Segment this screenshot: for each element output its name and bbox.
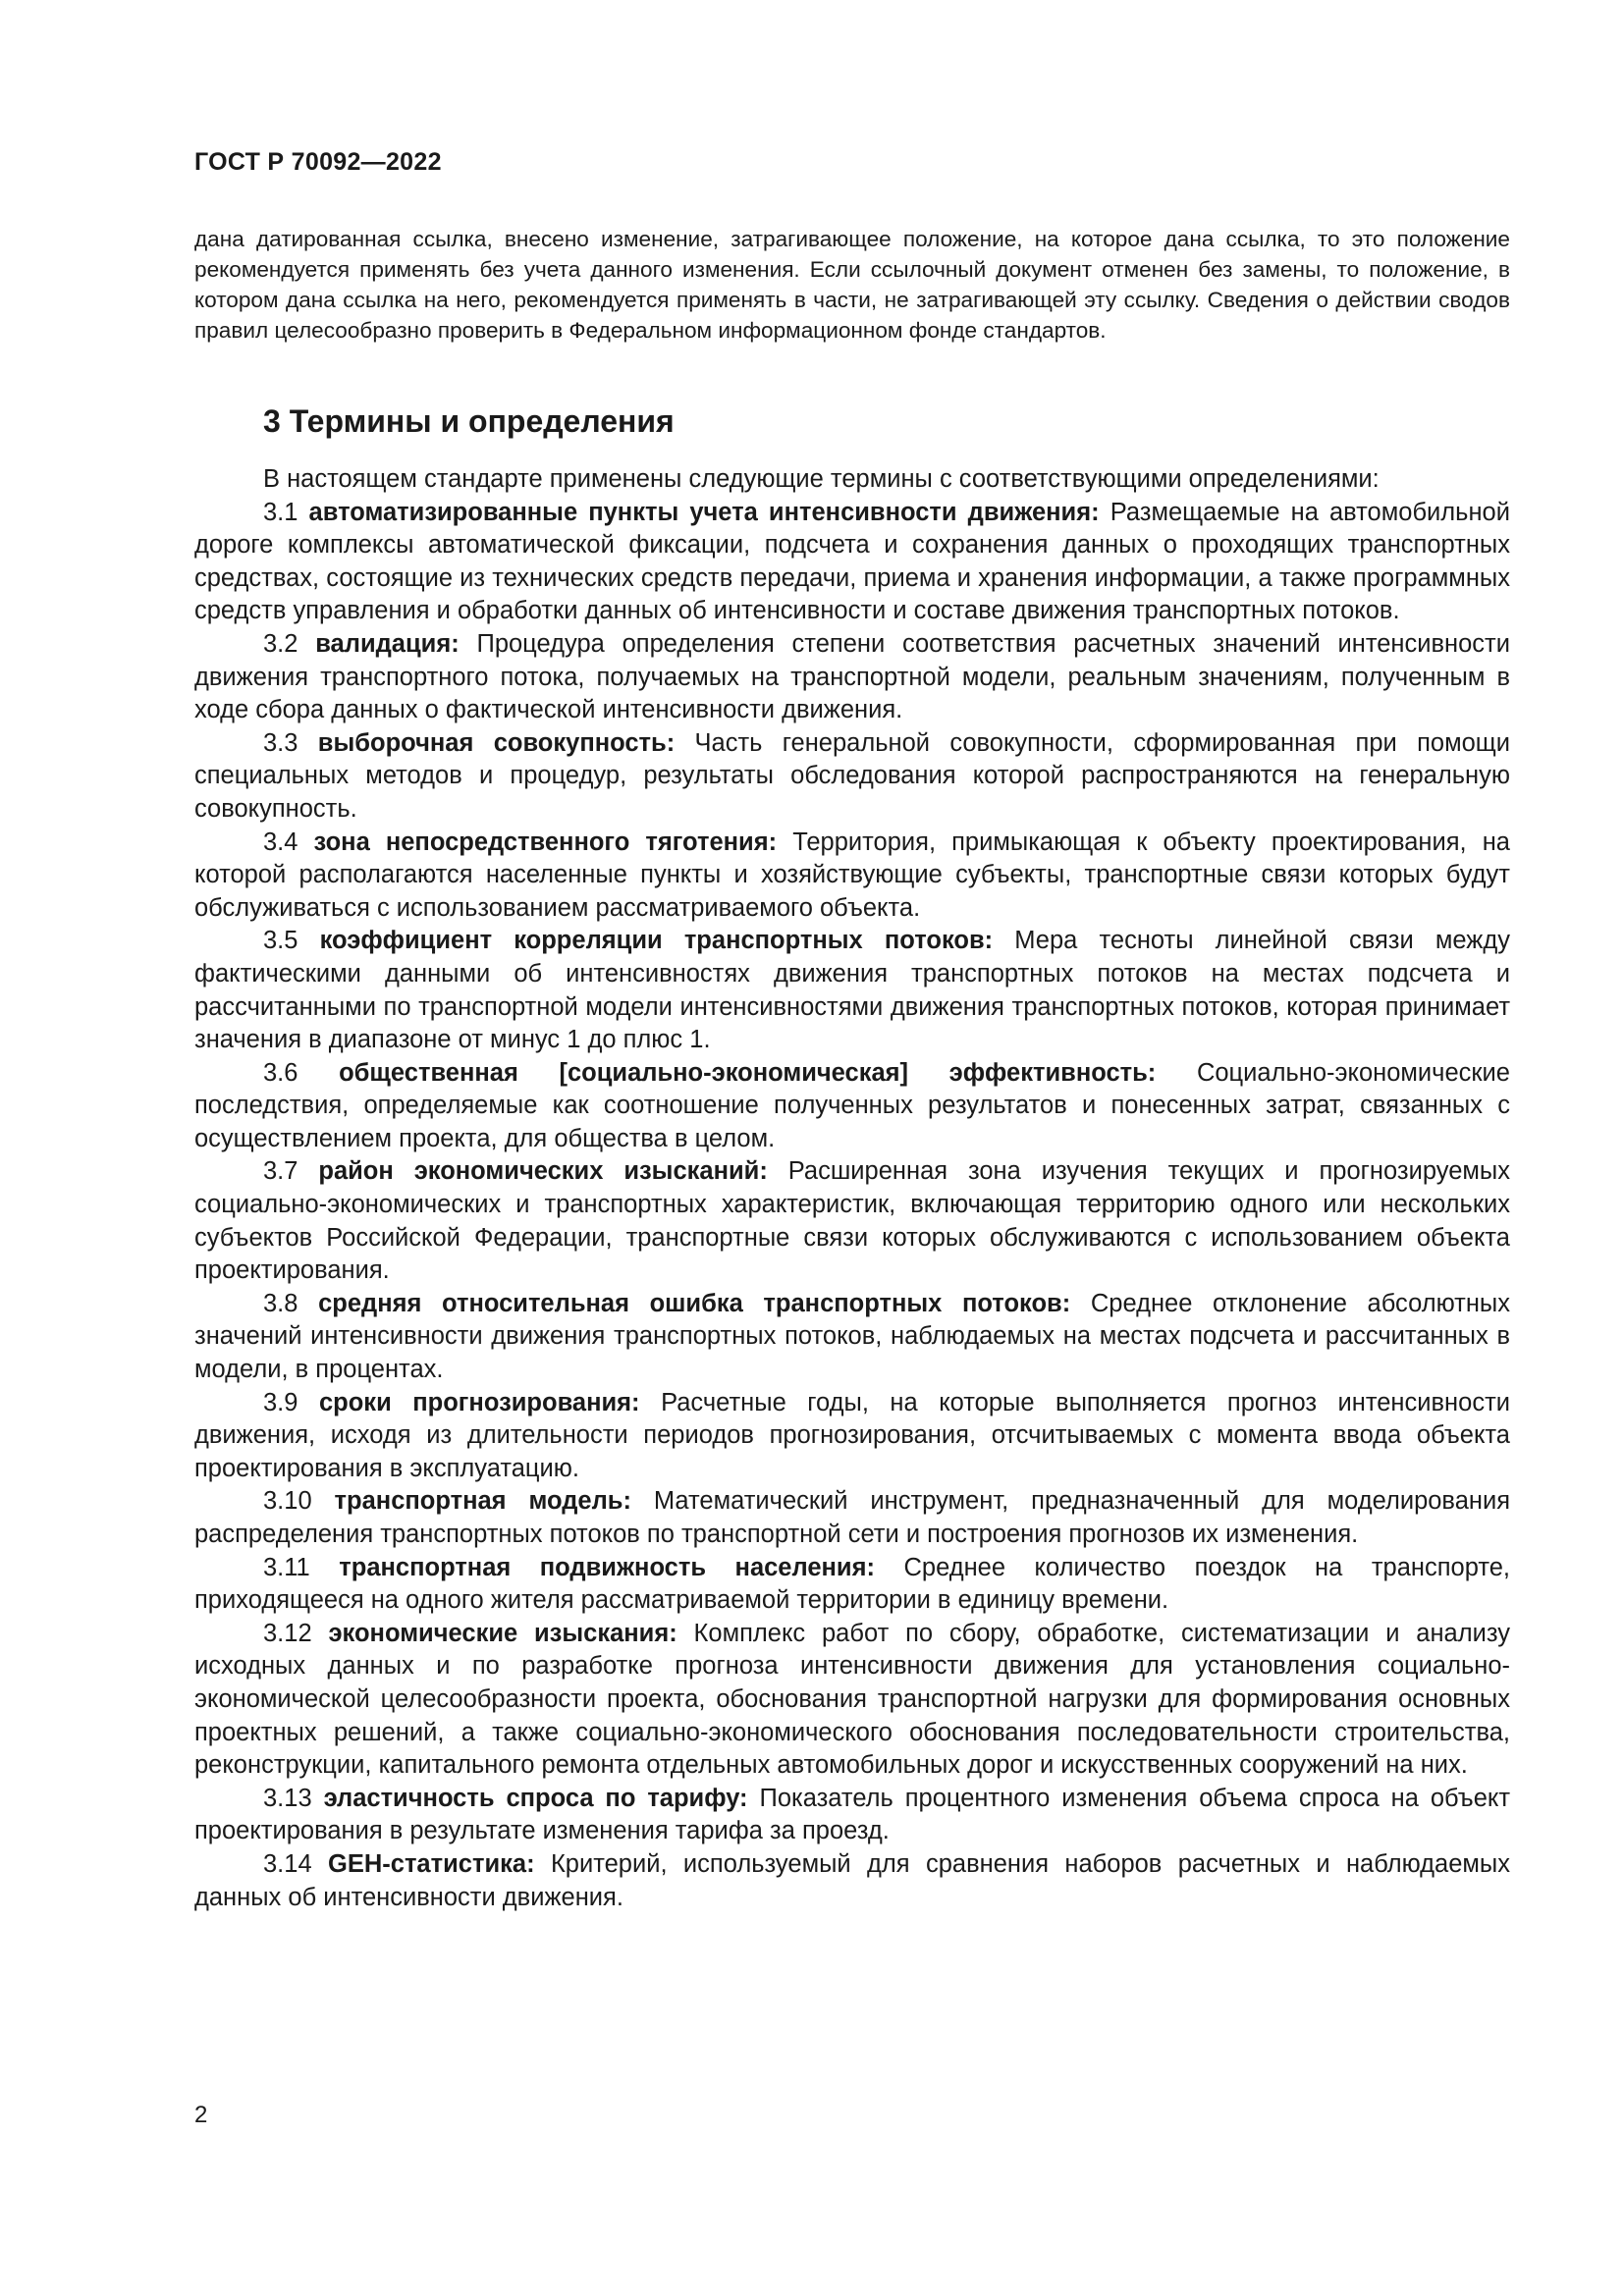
- term-name: валидация:: [315, 629, 460, 658]
- term-entry: [194, 628, 1510, 727]
- term-name: район экономических изысканий:: [318, 1157, 768, 1186]
- term-number: 3.1: [263, 498, 298, 526]
- term-entry: [194, 925, 1510, 1056]
- term-name: GEH-статистика:: [328, 1849, 535, 1878]
- term-entry: [194, 727, 1510, 827]
- term-number: 3.9: [263, 1388, 298, 1416]
- term-name: автоматизированные пункты учета интенсивности движения:: [308, 498, 1100, 526]
- term-entry: [194, 497, 1510, 628]
- term-number: 3.4: [263, 828, 298, 856]
- term-definition: Комплекс работ по сбору, обработке, систематизации и анализу исходных данных и по разработке прогноза интенсивности движения для установления социально-экономической целесообразности проекта, обоснования транспортной нагрузки для формирования основных проектных решений, а также социально-экономического обоснования последовательности строительства, реконструкции, капитального ремонта отдельных автомобильных дорог и искусственных сооружений на них.: [194, 1619, 1510, 1780]
- term-definition: Расчетные годы, на которые выполняется прогноз интенсивности движения, исходя из длительности периодов прогнозирования, отсчитываемых с момента ввода объекта проектирования в эксплуатацию.: [194, 1388, 1510, 1482]
- term-entry: [194, 1552, 1510, 1618]
- section-lead: В настоящем стандарте применены следующие термины с соответствующими определениями:: [263, 465, 1380, 493]
- term-definition: Территория, примыкающая к объекту проектирования, на которой располагаются населенные пункты и хозяйствующие субъекты, транспортные связи которых будут обслуживаться с использованием рассматриваемого объекта.: [194, 828, 1510, 922]
- term-name: зона непосредственного тяготения:: [313, 828, 778, 856]
- term-entry: [194, 1155, 1510, 1287]
- term-number: 3.7: [263, 1157, 298, 1186]
- term-number: 3.12: [263, 1619, 312, 1647]
- term-definition: Социально-экономические последствия, определяемые как соотношение полученных результатов и понесенных затрат, связанных с осуществлением проекта, для общества в целом.: [194, 1058, 1510, 1152]
- term-number: 3.14: [263, 1849, 312, 1878]
- term-entry: [194, 1485, 1510, 1551]
- term-name: сроки прогнозирования:: [318, 1388, 640, 1416]
- term-definition: Показатель процентного изменения объема спроса на объект проектирования в результате изменения тарифа за проезд.: [194, 1784, 1511, 1845]
- section-heading: 3 Термины и определения: [263, 403, 675, 439]
- term-definition: Расширенная зона изучения текущих и прогнозируемых социально-экономических и транспортных характеристик, включающая территорию одного или нескольких субъектов Российской Федерации, транспортные связи которых обслуживаются с использованием объекта проектирования.: [194, 1157, 1510, 1285]
- term-name: общественная [социально-экономическая] эффективность:: [339, 1058, 1157, 1087]
- term-definition: Размещаемые на автомобильной дороге комплексы автоматической фиксации, подсчета и сохранения данных о проходящих транспортных средствах, состоящие из технических средств передачи, приема и хранения информации, а также программных средств управления и обработки данных об интенсивности и составе движения транспортных потоков.: [194, 498, 1510, 625]
- term-name: эластичность спроса по тарифу:: [323, 1784, 748, 1812]
- term-entry: [194, 1057, 1510, 1156]
- term-entry: [194, 1783, 1510, 1848]
- document-header: ГОСТ Р 70092—2022: [194, 148, 442, 176]
- term-number: 3.11: [263, 1553, 310, 1581]
- term-definition: Часть генеральной совокупности, сформированная при помощи специальных методов и процедур, результаты обследования которой распространяются на генеральную совокупность.: [194, 728, 1511, 823]
- term-name: экономические изыскания:: [328, 1619, 677, 1647]
- term-definition: Критерий, используемый для сравнения наборов расчетных и наблюдаемых данных об интенсивности движения.: [194, 1849, 1510, 1911]
- term-entry: [194, 1848, 1510, 1914]
- term-number: 3.3: [263, 728, 298, 757]
- term-number: 3.2: [263, 629, 298, 658]
- term-name: выборочная совокупность:: [317, 728, 676, 757]
- page-number: 2: [194, 2102, 208, 2128]
- term-definition: Мера тесноты линейной связи между фактическими данными об интенсивностях движения транспортных потоков на местах подсчета и рассчитанными по транспортной модели интенсивностями движения транспортных потоков, которая принимает значения в диапазоне от минус 1 до плюс 1.: [194, 927, 1510, 1054]
- term-name: транспортная подвижность населения:: [339, 1553, 875, 1581]
- term-entry: [194, 1288, 1510, 1387]
- term-definition: Математический инструмент, предназначенный для моделирования распределения транспортных потоков по транспортной сети и построения прогнозов их изменения.: [194, 1487, 1511, 1548]
- term-definition: Среднее отклонение абсолютных значений интенсивности движения транспортных потоков, наблюдаемых на местах подсчета и рассчитанных в модели, в процентах.: [194, 1289, 1510, 1384]
- term-number: 3.5: [263, 927, 298, 955]
- term-name: коэффициент корреляции транспортных потоков:: [319, 927, 994, 955]
- term-entry: [194, 827, 1510, 926]
- term-number: 3.10: [263, 1487, 312, 1516]
- term-definition: Процедура определения степени соответствия расчетных значений интенсивности движения транспортного потока, получаемых на транспортной модели, реальным значениям, полученным в ходе сбора данных о фактической интенсивности движения.: [194, 629, 1510, 724]
- intro-paragraph: дана датированная ссылка, внесено изменение, затрагивающее положение, на которое дана ссылка, то это положение рекомендуется применять без учета данного изменения. Если ссылочный документ отменен без замены, то положение, в котором дана ссылка на него, рекомендуется применять в части, не затрагивающей эту ссылку. Сведения о действии сводов правил целесообразно проверить в Федеральном информационном фонде стандартов.: [194, 227, 1510, 343]
- term-number: 3.6: [263, 1058, 298, 1087]
- term-name: средняя относительная ошибка транспортных потоков:: [318, 1289, 1071, 1317]
- term-number: 3.8: [263, 1289, 298, 1317]
- term-entry: [194, 1618, 1510, 1783]
- terms-list: [194, 463, 1510, 1914]
- term-entry: [194, 1387, 1510, 1486]
- term-number: 3.13: [263, 1784, 312, 1812]
- term-name: транспортная модель:: [334, 1487, 631, 1516]
- term-definition: Среднее количество поездок на транспорте, приходящееся на одного жителя рассматриваемой территории в единицу времени.: [194, 1553, 1510, 1615]
